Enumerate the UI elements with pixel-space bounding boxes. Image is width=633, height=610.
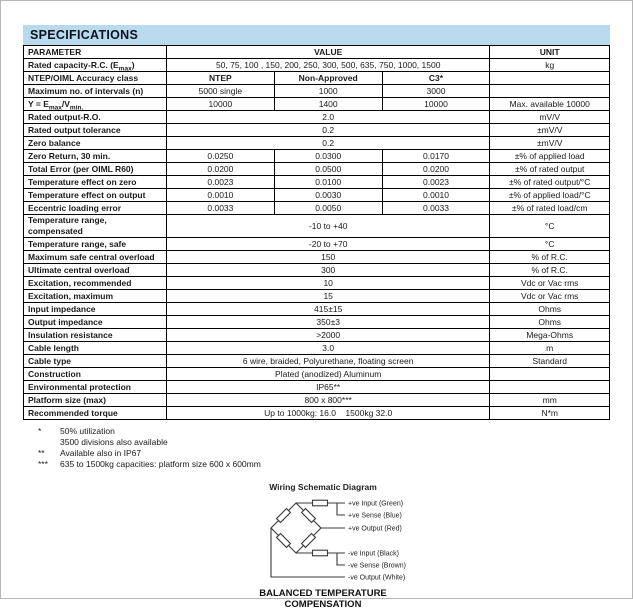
unit-cell: Vdc or Vac rms — [490, 277, 610, 290]
unit-cell: ±mV/V — [490, 137, 610, 150]
unit-cell: Ohms — [490, 303, 610, 316]
unit-cell: ±mV/V — [490, 124, 610, 137]
param-cell: Environmental protection — [24, 381, 167, 394]
wiring-schematic — [261, 495, 461, 585]
table-row — [24, 150, 610, 163]
param-cell: Maximum no. of intervals (n) — [24, 85, 167, 98]
unit-cell — [490, 368, 610, 381]
unit-cell: mm — [490, 394, 610, 407]
value-cell: 0.0033 — [166, 202, 274, 215]
diagram-caption — [183, 588, 463, 610]
param-cell: Zero Return, 30 min. — [24, 150, 167, 163]
wire-neg-sense — [337, 553, 345, 565]
table-row — [24, 355, 610, 368]
value-cell: Non-Approved — [274, 72, 382, 85]
footnote — [38, 459, 610, 470]
value-cell: 0.0170 — [382, 150, 490, 163]
table-row — [24, 277, 610, 290]
column-header-parameter: PARAMETER — [24, 46, 167, 59]
value-cell: 0.2 — [166, 137, 489, 150]
value-cell: 0.0100 — [274, 176, 382, 189]
value-cell: 0.0030 — [274, 189, 382, 202]
wiring-diagram — [183, 482, 463, 610]
table-row — [24, 329, 610, 342]
footnote-marker: ** — [38, 448, 45, 458]
unit-cell: m — [490, 342, 610, 355]
param-cell: Rated output-R.O. — [24, 111, 167, 124]
param-cell: Excitation, recommended — [24, 277, 167, 290]
value-cell: 0.0500 — [274, 163, 382, 176]
value-cell: 0.0023 — [382, 176, 490, 189]
table-row — [24, 163, 610, 176]
value-cell: 150 — [166, 251, 489, 264]
diagram-label-neg-input: -ve Input (Black) — [348, 550, 399, 558]
table-row — [24, 176, 610, 189]
unit-cell: Ohms — [490, 316, 610, 329]
param-cell: Input impedance — [24, 303, 167, 316]
table-row — [24, 215, 610, 238]
table-row — [24, 342, 610, 355]
value-cell: 3.0 — [166, 342, 489, 355]
param-cell: $Y = E_{max}/V_{min.}$ — [24, 98, 167, 111]
table-row — [24, 72, 610, 85]
value-cell: 5000 single — [166, 85, 274, 98]
param-cell: Rated capacity-R.C. $(E_{max})$ — [24, 59, 167, 72]
inline-resistor — [313, 550, 328, 556]
value-cell: NTEP — [166, 72, 274, 85]
value-cell: 415±15 — [166, 303, 489, 316]
param-cell: Platform size (max) — [24, 394, 167, 407]
param-cell: Total Error (per OIML R60) — [24, 163, 167, 176]
param-cell: Output impedance — [24, 316, 167, 329]
table-row — [24, 290, 610, 303]
unit-cell — [490, 85, 610, 98]
value-cell: 2.0 — [166, 111, 489, 124]
value-cell: 800 x 800*** — [166, 394, 489, 407]
param-cell: Temperature effect on output — [24, 189, 167, 202]
unit-cell: % of R.C. — [490, 251, 610, 264]
unit-cell — [490, 381, 610, 394]
value-cell: 0.0300 — [274, 150, 382, 163]
unit-cell: N*m — [490, 407, 610, 420]
param-cell: Cable length — [24, 342, 167, 355]
diagram-label-neg-sense: -ve Sense (Brown) — [348, 562, 406, 570]
footnotes — [38, 426, 610, 470]
page-content — [23, 25, 610, 610]
value-cell: 1000 — [274, 85, 382, 98]
table-row — [24, 368, 610, 381]
footnote-text: Available also in IP67 — [60, 448, 142, 458]
unit-cell: % of R.C. — [490, 264, 610, 277]
unit-cell: Max. available 10000 — [490, 98, 610, 111]
footnote — [38, 426, 610, 448]
unit-cell — [490, 72, 610, 85]
footnote-text: 635 to 1500kg capacities: platform size 600 x 600mm — [60, 459, 261, 469]
bridge-resistor — [277, 534, 291, 548]
param-cell: NTEP/OIML Accuracy class — [24, 72, 167, 85]
unit-cell: Vdc or Vac rms — [490, 290, 610, 303]
unit-cell: ±% of applied load — [490, 150, 610, 163]
table-row — [24, 189, 610, 202]
unit-cell: ±% of applied load/°C — [490, 189, 610, 202]
unit-cell: °C — [490, 215, 610, 238]
value-cell: 0.0033 — [382, 202, 490, 215]
param-cell: Construction — [24, 368, 167, 381]
column-header-unit: UNIT — [490, 46, 610, 59]
diagram-label-pos-input: +ve Input (Green) — [348, 500, 404, 508]
value-cell: 15 — [166, 290, 489, 303]
value-cell: 6 wire, braided, Polyurethane, floating screen — [166, 355, 489, 368]
value-cell: 0.0200 — [382, 163, 490, 176]
value-cell: 300 — [166, 264, 489, 277]
table-row — [24, 303, 610, 316]
param-cell: Maximum safe central overload — [24, 251, 167, 264]
value-cell: 0.0010 — [166, 189, 274, 202]
table-row — [24, 124, 610, 137]
param-cell: Temperature effect on zero — [24, 176, 167, 189]
diagram-label-pos-output: +ve Output (Red) — [348, 525, 402, 533]
value-cell: 10000 — [166, 98, 274, 111]
unit-cell: Standard — [490, 355, 610, 368]
inline-resistor — [313, 500, 328, 506]
table-row — [24, 407, 610, 420]
footnote-marker: *** — [38, 459, 48, 469]
value-cell: 0.0200 — [166, 163, 274, 176]
diagram-label-neg-output: -ve Output (White) — [348, 574, 406, 582]
bridge-resistor — [277, 509, 291, 523]
value-cell: -10 to +40 — [166, 215, 489, 238]
param-cell: Insulation resistance — [24, 329, 167, 342]
value-cell: -20 to +70 — [166, 238, 489, 251]
table-row — [24, 381, 610, 394]
table-row — [24, 98, 610, 111]
value-cell: 0.0023 — [166, 176, 274, 189]
footnote-marker: * — [38, 426, 42, 436]
value-cell: 350±3 — [166, 316, 489, 329]
diagram-caption-line2: COMPENSATION — [284, 599, 362, 610]
table-row — [24, 238, 610, 251]
value-cell: 3000 — [382, 85, 490, 98]
table-row — [24, 59, 610, 72]
value-cell: 0.0010 — [382, 189, 490, 202]
unit-cell: kg — [490, 59, 610, 72]
value-cell: 0.0050 — [274, 202, 382, 215]
param-cell: Temperature range, compensated — [24, 215, 167, 238]
table-row — [24, 85, 610, 98]
param-cell: Eccentric loading error — [24, 202, 167, 215]
value-cell: IP65** — [166, 381, 489, 394]
param-cell: Zero balance — [24, 137, 167, 150]
param-cell: Cable type — [24, 355, 167, 368]
footnote — [38, 448, 610, 459]
value-cell: 10 — [166, 277, 489, 290]
value-cell: 10000 — [382, 98, 490, 111]
footnote-text: 50% utilization 3500 divisions also available — [60, 426, 168, 447]
unit-cell: ±% of rated load/cm — [490, 202, 610, 215]
unit-cell: mV/V — [490, 111, 610, 124]
diagram-caption-line1: BALANCED TEMPERATURE — [259, 588, 387, 599]
table-row — [24, 394, 610, 407]
table-row — [24, 251, 610, 264]
table-header-row — [24, 46, 610, 59]
wire-pos-sense — [337, 503, 345, 515]
table-row — [24, 202, 610, 215]
unit-cell: ±% of rated output — [490, 163, 610, 176]
param-cell: Recommended torque — [24, 407, 167, 420]
value-cell: 0.0250 — [166, 150, 274, 163]
value-cell: 1400 — [274, 98, 382, 111]
value-cell: 0.2 — [166, 124, 489, 137]
bridge-resistor — [302, 509, 316, 523]
diagram-label-pos-sense: +ve Sense (Blue) — [348, 512, 402, 520]
param-cell: Temperature range, safe — [24, 238, 167, 251]
value-cell: >2000 — [166, 329, 489, 342]
value-cell: Plated (anodized) Aluminum — [166, 368, 489, 381]
value-cell: C3* — [382, 72, 490, 85]
unit-cell: °C — [490, 238, 610, 251]
bridge-diamond — [271, 503, 321, 553]
value-cell: 50, 75, 100 , 150, 200, 250, 300, 500, 635, 750, 1000, 1500 — [166, 59, 489, 72]
page-title: SPECIFICATIONS — [23, 25, 610, 45]
table-row — [24, 111, 610, 124]
param-cell: Ultimate central overload — [24, 264, 167, 277]
table-row — [24, 316, 610, 329]
param-cell: Rated output tolerance — [24, 124, 167, 137]
bridge-resistor — [302, 534, 316, 548]
column-header-value: VALUE — [166, 46, 489, 59]
spec-table — [23, 45, 610, 420]
unit-cell: ±% of rated output/°C — [490, 176, 610, 189]
value-cell: Up to 1000kg: 16.0 1500kg 32.0 — [166, 407, 489, 420]
table-row — [24, 264, 610, 277]
param-cell: Excitation, maximum — [24, 290, 167, 303]
wiring-diagram-title: Wiring Schematic Diagram — [269, 482, 377, 492]
unit-cell: Mega-Ohms — [490, 329, 610, 342]
table-row — [24, 137, 610, 150]
